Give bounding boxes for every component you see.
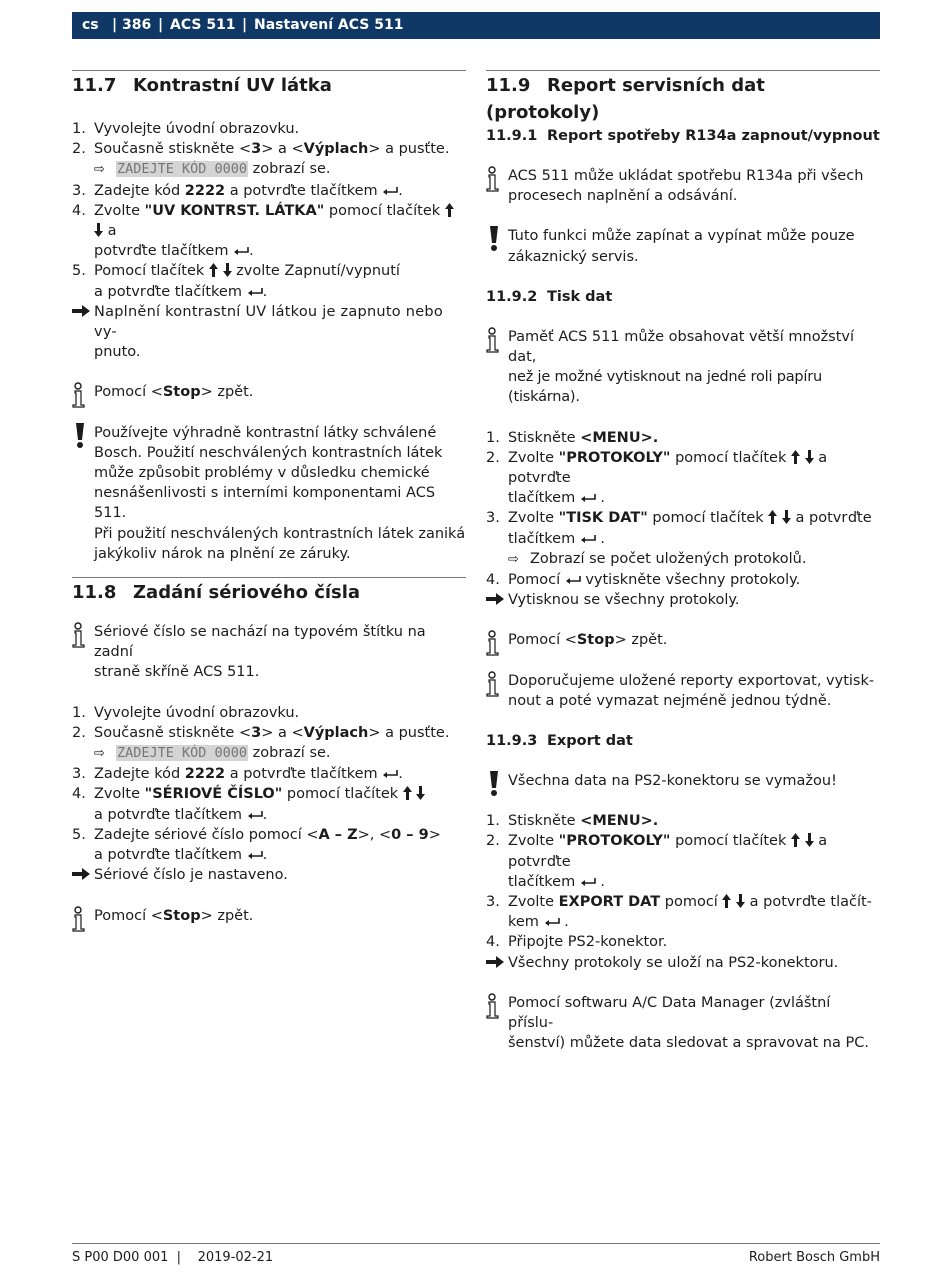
enter-key-icon (247, 850, 263, 860)
section-heading-11-7 (72, 72, 466, 100)
arrow-up-icon (768, 510, 777, 524)
list-item: 4. Pomocí vytiskněte všechny protokoly. (486, 572, 801, 589)
list-item: 5. Zadejte sériové číslo pomocí <A – Z>, <0 – 9> (72, 826, 441, 843)
list-item: 5. Pomocí tlačítek zvolte Zapnutí/vypnutí (72, 263, 400, 280)
section-title: Kontrastní UV látka (133, 75, 332, 96)
info-icon (486, 327, 502, 353)
section-title: Report servisních dat (protokoly) (486, 75, 765, 123)
list-item: 3. Zvolte EXPORT DAT pomocí a potvrďte tlačít- (486, 894, 872, 911)
display-code: ZADEJTE KÓD 0000 (117, 161, 248, 178)
list-item: 4. Zvolte "UV KONTRST. LÁTKA" pomocí tlačítek a (72, 201, 466, 241)
footer-doc-number: S P00 D00 001 (72, 1250, 169, 1265)
info-icon (486, 630, 502, 656)
exclamation-icon (72, 423, 88, 449)
list-item-continuation: tlačítkem . (508, 873, 606, 890)
display-code: ZADEJTE KÓD 0000 (117, 745, 248, 762)
info-note: Pomocí softwaru A/C Data Manager (zvláštní příslu- šenství) můžete data sledovat a spravovat na PC. (486, 993, 880, 1054)
list-item: 2. Zvolte "PROTOKOLY" pomocí tlačítek a potvrďte (486, 833, 828, 870)
info-note: Sériové číslo se nachází na typovém štítku na zadní straně skříně ACS 511. (72, 622, 466, 683)
list-item: 1. Vyvolejte úvodní obrazovku. (72, 704, 300, 721)
left-column (72, 70, 466, 926)
list-item: 1. Stiskněte <MENU>. (486, 813, 659, 830)
exclamation-icon (486, 226, 502, 252)
arrow-up-icon (209, 263, 218, 277)
section-number: 11.9 (486, 75, 531, 96)
list-item-continuation: a potvrďte tlačítkem . (94, 283, 268, 300)
footer-company: Robert Bosch GmbH (748, 1250, 880, 1265)
result-item: Sériové číslo je nastaveno. (72, 865, 466, 885)
footer-separator: | (172, 1250, 194, 1265)
info-icon (72, 906, 88, 932)
arrow-down-icon (736, 894, 745, 908)
list-item-continuation: a potvrďte tlačítkem . (94, 806, 268, 823)
list-item-continuation: tlačítkem . (508, 530, 606, 547)
hollow-arrow-icon: ⇨ (94, 746, 105, 762)
list-item: 1. Stiskněte <MENU>. (486, 429, 659, 446)
section-number: 11.8 (72, 582, 117, 604)
header-language: cs (82, 17, 99, 33)
enter-key-icon (247, 810, 263, 820)
page-header-bar (72, 12, 880, 39)
enter-key-icon (382, 769, 398, 779)
warning-note: Používejte výhradně kontrastní látky schválené Bosch. Použití neschválených kontrastních látek může způsobit problémy v důsledku chemické nesnášenlivosti s interními komponentami ACS 511. Při použití neschválených kontrastních látek zaniká jakýkoliv nárok na plnění ze záruky. (72, 423, 466, 564)
info-note: Paměť ACS 511 může obsahovat větší množství dat, než je možné vytisknout na jedné roli papíru (tiskárna). (486, 327, 880, 408)
result-arrow-icon (486, 592, 504, 606)
section-rule (72, 577, 466, 578)
result-item: Naplnění kontrastní UV látkou je zapnuto nebo vy- (72, 302, 466, 342)
right-column (486, 70, 880, 1054)
section-heading-11-8 (72, 579, 466, 607)
header-separator: | (112, 17, 118, 33)
result-arrow-icon (72, 867, 90, 881)
list-item-continuation: kem . (508, 914, 569, 931)
footer-date: 2019-02-21 (197, 1250, 274, 1265)
list-subitem: ⇨ Zobrazí se počet uložených protokolů. (486, 549, 880, 570)
enter-key-icon (247, 287, 263, 297)
list-item-continuation: a potvrďte tlačítkem . (94, 847, 268, 864)
footer-left (72, 1250, 273, 1265)
enter-key-icon (544, 917, 560, 927)
result-item: Všechny protokoly se uloží na PS2-konektoru. (486, 953, 880, 973)
info-icon (72, 622, 88, 648)
enter-key-icon (580, 493, 596, 503)
arrow-down-icon (805, 450, 814, 464)
header-page-number: 386 (122, 17, 152, 33)
exclamation-icon (486, 771, 502, 797)
info-icon (72, 382, 88, 408)
enter-key-icon (565, 575, 581, 585)
section-title: Zadání sériového čísla (133, 582, 361, 604)
result-arrow-icon (72, 304, 90, 318)
hollow-arrow-icon: ⇨ (94, 162, 105, 178)
info-icon (486, 166, 502, 192)
info-note: Pomocí <Stop> zpět. (72, 382, 466, 402)
arrow-up-icon (445, 203, 454, 217)
result-arrow-icon (486, 955, 504, 969)
section-heading-11-9 (486, 72, 880, 126)
list-item: 3. Zvolte "TISK DAT" pomocí tlačítek a potvrďte (486, 510, 872, 527)
list-subitem: ⇨ ZADEJTE KÓD 0000 zobrazí se. (72, 743, 466, 764)
list-item-continuation: tlačítkem . (508, 490, 606, 507)
warning-note: Tuto funkci může zapínat a vypínat může pouze zákaznický servis. (486, 226, 880, 266)
result-item: Vytisknou se všechny protokoly. (486, 590, 880, 610)
list-subitem: ⇨ ZADEJTE KÓD 0000 zobrazí se. (72, 159, 466, 180)
list-item: 2. Zvolte "PROTOKOLY" pomocí tlačítek a potvrďte (486, 449, 828, 487)
list-item: 4. Zvolte "SÉRIOVÉ ČÍSLO" pomocí tlačítek (72, 784, 466, 804)
enter-key-icon (580, 877, 596, 887)
info-icon (486, 671, 502, 697)
enter-key-icon (580, 534, 596, 544)
list-item: 3. Zadejte kód 2222 a potvrďte tlačítkem . (72, 766, 403, 783)
list-item: 4. Připojte PS2-konektor. (486, 934, 668, 951)
warning-note: Všechna data na PS2-konektoru se vymažou! (486, 771, 880, 791)
arrow-down-icon (416, 786, 425, 800)
list-item-continuation: potvrďte tlačítkem . (94, 243, 254, 260)
header-separator: | (158, 17, 164, 33)
list-item: 1. Vyvolejte úvodní obrazovku. (72, 121, 300, 137)
enter-key-icon (382, 186, 398, 196)
section-number: 11.7 (72, 75, 117, 96)
header-separator: | (242, 17, 248, 33)
info-note: Doporučujeme uložené reporty exportovat, vytisk- nout a poté vymazat nejméně jednou týdně. (486, 671, 880, 711)
arrow-up-icon (791, 450, 800, 464)
arrow-down-icon (782, 510, 791, 524)
subsection-heading-11-9-2: 11.9.2 Tisk dat (486, 288, 613, 305)
section-rule (72, 70, 466, 71)
subsection-heading-11-9-1: 11.9.1 Report spotřeby R134a zapnout/vypnout (486, 128, 880, 144)
arrow-up-icon (791, 833, 800, 847)
list-item: 2. Současně stiskněte <3> a <Výplach> a pusťte. (72, 724, 450, 741)
arrow-up-icon (722, 894, 731, 908)
section-rule (486, 70, 880, 71)
list-item-continuation: pnuto. (94, 344, 141, 361)
footer-rule (72, 1243, 880, 1244)
info-note: ACS 511 může ukládat spotřebu R134a při všech procesech naplnění a odsávání. (486, 166, 880, 206)
info-icon (486, 993, 502, 1019)
arrow-up-icon (403, 786, 412, 800)
list-item: 3. Zadejte kód 2222 a potvrďte tlačítkem . (72, 182, 403, 199)
info-note: Pomocí <Stop> zpět. (72, 906, 466, 926)
header-product: ACS 511 (170, 17, 236, 33)
enter-key-icon (233, 246, 249, 256)
info-note: Pomocí <Stop> zpět. (486, 630, 880, 650)
subsection-heading-11-9-3: 11.9.3 Export dat (486, 733, 633, 750)
hollow-arrow-icon: ⇨ (508, 551, 519, 567)
arrow-down-icon (94, 223, 103, 237)
list-item: 2. Současně stiskněte <3> a <Výplach> a pusťte. (72, 141, 450, 158)
arrow-down-icon (223, 263, 232, 277)
header-title: Nastavení ACS 511 (254, 17, 404, 33)
arrow-down-icon (805, 833, 814, 847)
